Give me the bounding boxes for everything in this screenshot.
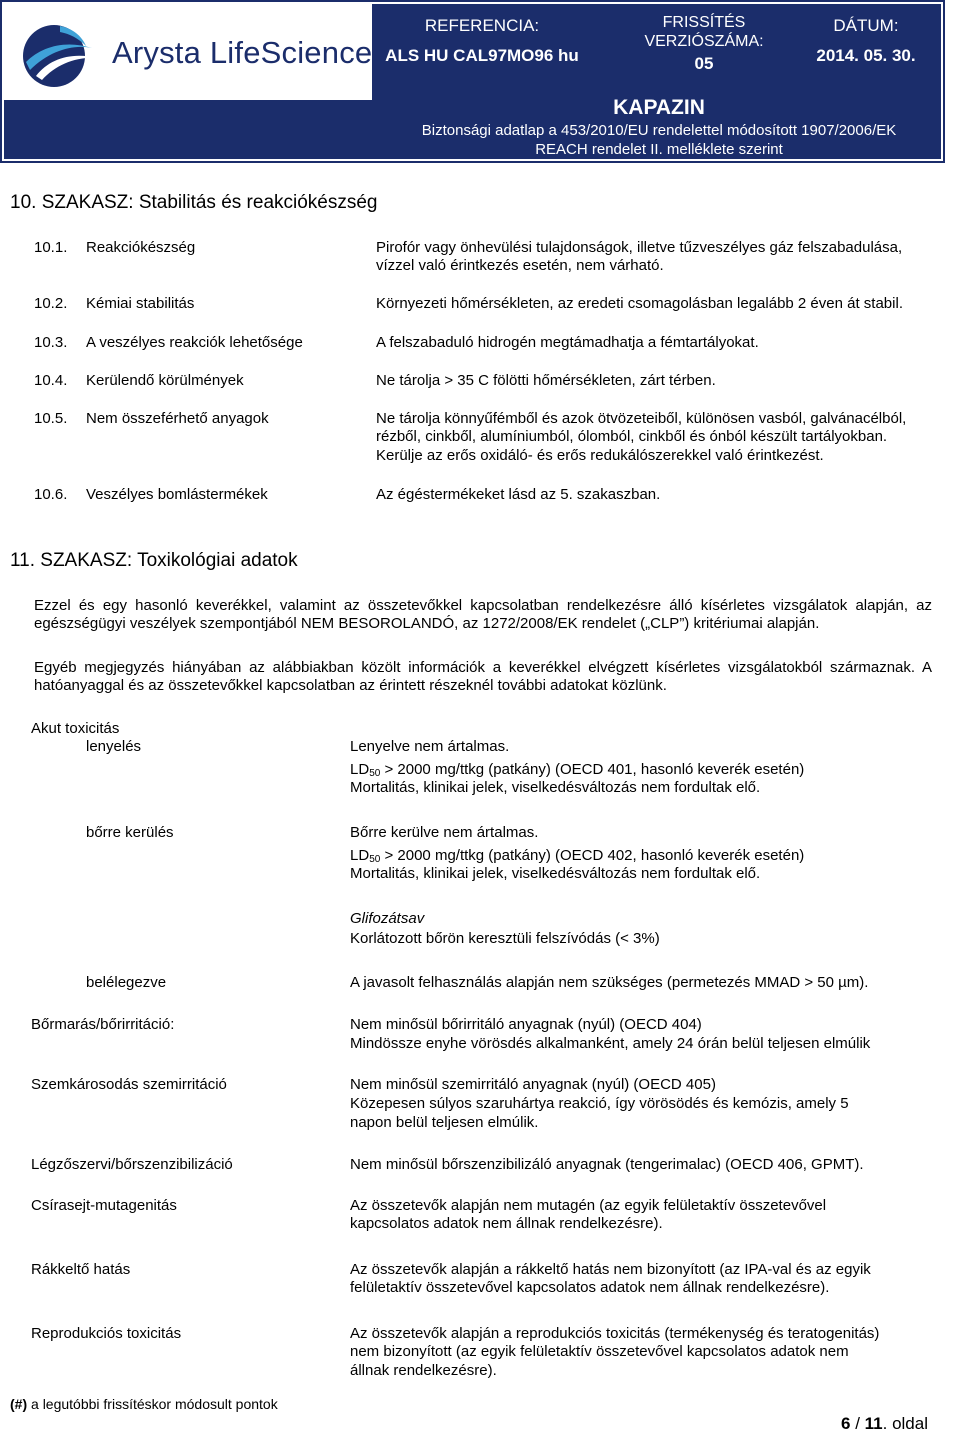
item-number: 10.3. xyxy=(34,334,68,351)
inhalation-text: A javasolt felhasználás alapján nem szükséges (permetezés MMAD > 50 µm). xyxy=(350,974,869,991)
intro-paragraph-1: Ezzel és egy hasonló keverékkel, valamint az összetevőkkel kapcsolatban rendelkezésre álló kísérletes vizsgálatok alapján, az egészségügyi veszélyek szempontjából NEM BESOROLANDÓ, az 1272/2008/EK rendelet („CLP”) kritériumai alapján. xyxy=(34,597,932,632)
item-label: Veszélyes bomlástermékek xyxy=(86,486,268,503)
item-label: Kémiai stabilitás xyxy=(86,295,195,312)
item-value: Környezeti hőmérsékleten, az eredeti csomagolásban legalább 2 éven át stabil. xyxy=(376,295,903,312)
revision-label-1: FRISSÍTÉS xyxy=(662,14,746,31)
skin-irritation-label: Bőrmarás/bőrirritáció: xyxy=(31,1016,175,1033)
item-number: 10.6. xyxy=(34,486,68,503)
ld-subscript: 50 xyxy=(369,854,381,865)
sensitisation-label: Légzőszervi/bőrszenzibilizáció xyxy=(31,1156,233,1173)
footer-note xyxy=(10,1396,278,1412)
document-header xyxy=(0,0,945,163)
reproductive-toxicity-text-1: Az összetevők alapján a reprodukciós toxicitás (termékenység és teratogenitás) xyxy=(350,1325,880,1342)
date-value: 2014. 05. 30. xyxy=(816,46,916,65)
oral-text-1: Lenyelve nem ártalmas. xyxy=(350,738,510,755)
page-current: 6 xyxy=(841,1414,851,1433)
oral-label: lenyelés xyxy=(86,738,142,755)
mutagenicity-text-1: Az összetevők alapján nem mutagén (az egyik felületaktív összetevővel xyxy=(350,1197,827,1214)
dermal-text-1: Bőrre kerülve nem ártalmas. xyxy=(350,824,539,841)
carcinogenicity-text-1: Az összetevők alapján a rákkeltő hatás nem bizonyított (az IPA-val és az egyik xyxy=(350,1261,871,1278)
company-logo xyxy=(4,4,372,100)
page-total: 11 xyxy=(864,1414,883,1433)
eye-irritation-text-2: Közepesen súlyos szaruhártya reakció, így vörösödés és kemózis, amely 5 xyxy=(350,1095,849,1112)
footer-note-text: a legutóbbi frissítéskor módosult pontok xyxy=(27,1396,278,1412)
acute-toxicity-label: Akut toxicitás xyxy=(31,720,120,737)
intro-paragraph-2: Egyéb megjegyzés hiányában az alábbiakban közölt információk a keverékkel elvégzett kísérletes vizsgálatokból származnak. A hatóanyaggal és az összetevőkkel kapcsolatban az érintett részeknél további adatokat közlünk. xyxy=(34,659,932,694)
oral-text-3: Mortalitás, klinikai jelek, viselkedésváltozás nem fordultak elő. xyxy=(350,779,761,796)
ld-subscript: 50 xyxy=(369,768,381,779)
product-name: KAPAZIN xyxy=(613,96,705,119)
inhalation-label: belélegezve xyxy=(86,974,167,991)
item-label: Reakciókészség xyxy=(86,239,196,256)
carcinogenicity-text-2: felületaktív összetevővel kapcsolatos adatok nem állnak rendelkezésre). xyxy=(350,1279,830,1296)
item-value: A felszabaduló hidrogén megtámadhatja a fémtartályokat. xyxy=(376,334,759,351)
reference-value: ALS HU CAL97MO96 hu xyxy=(385,46,579,65)
glifosate-text: Korlátozott bőrön keresztüli felszívódás (< 3%) xyxy=(350,930,660,947)
ld-prefix: LD xyxy=(350,847,370,864)
item-value: Ne tárolja könnyűfémből és azok ötvözeteiből, különösen vasból, galvánacélból, xyxy=(376,410,907,427)
header-band-left xyxy=(4,100,372,159)
item-label: Nem összeférhető anyagok xyxy=(86,410,269,427)
item-number: 10.5. xyxy=(34,410,68,427)
company-name: Arysta LifeScience xyxy=(112,35,373,70)
sensitisation-text: Nem minősül bőrszenzibilizáló anyagnak (tengerimalac) (OECD 406, GPMT). xyxy=(350,1156,864,1173)
item-value-cont: vízzel való érintkezés esetén, nem várható. xyxy=(376,257,664,274)
item-value-cont: rézből, cinkből, alumíniumból, ólomból, cinkből és ónból készült tartályokban. xyxy=(376,428,888,445)
eye-irritation-text-3: napon belül teljesen elmúlik. xyxy=(350,1114,539,1131)
eye-irritation-text-1: Nem minősül szemirritáló anyagnak (nyúl) (OECD 405) xyxy=(350,1076,716,1093)
ld-rest: > 2000 mg/ttkg (patkány) (OECD 402, hasonló keverék esetén) xyxy=(380,847,805,864)
ld-rest: > 2000 mg/ttkg (patkány) (OECD 401, hasonló keverék esetén) xyxy=(380,761,805,778)
page-separator: / xyxy=(850,1414,865,1433)
section-10-title: 10. SZAKASZ: Stabilitás és reakciókészség xyxy=(10,192,378,213)
dermal-text-3: Mortalitás, klinikai jelek, viselkedésváltozás nem fordultak elő. xyxy=(350,865,761,882)
reproductive-toxicity-text-3: állnak rendelkezésre). xyxy=(350,1362,497,1379)
reproductive-toxicity-text-2: nem bizonyított (az egyik felületaktív összetevővel kapcsolatos adatok nem xyxy=(350,1343,849,1360)
glifosate-title: Glifozátsav xyxy=(350,910,425,927)
item-number: 10.4. xyxy=(34,372,68,389)
item-value: Az égéstermékeket lásd az 5. szakaszban. xyxy=(376,486,661,503)
page-suffix: . oldal xyxy=(882,1414,928,1433)
header-subtitle-2: REACH rendelet II. melléklete szerint xyxy=(535,141,783,158)
arysta-globe-logo-icon xyxy=(14,18,104,90)
item-value: Ne tárolja > 35 C fölötti hőmérsékleten, zárt térben. xyxy=(376,372,716,389)
item-value-cont: Kerülje az erős oxidáló- és erős redukálószerekkel való érintkezést. xyxy=(376,447,824,464)
item-label: Kerülendő körülmények xyxy=(86,372,244,389)
skin-irritation-text-1: Nem minősül bőrirritáló anyagnak (nyúl) (OECD 404) xyxy=(350,1016,702,1033)
date-label: DÁTUM: xyxy=(833,16,899,35)
carcinogenicity-label: Rákkeltő hatás xyxy=(31,1261,131,1278)
mutagenicity-text-2: kapcsolatos adatok nem állnak rendelkezésre). xyxy=(350,1215,663,1232)
reference-label: REFERENCIA: xyxy=(424,16,540,35)
item-label: A veszélyes reakciók lehetősége xyxy=(86,334,303,351)
reproductive-toxicity-label: Reprodukciós toxicitás xyxy=(31,1325,182,1342)
header-subtitle-1: Biztonsági adatlap a 453/2010/EU rendelettel módosított 1907/2006/EK xyxy=(421,122,897,139)
page-number xyxy=(841,1414,928,1434)
revision-label-2: VERZIÓSZÁMA: xyxy=(644,33,764,50)
mutagenicity-label: Csírasejt-mutagenitás xyxy=(31,1197,177,1214)
ld-prefix: LD xyxy=(350,761,370,778)
section-11-title: 11. SZAKASZ: Toxikológiai adatok xyxy=(10,550,298,571)
item-number: 10.2. xyxy=(34,295,68,312)
item-value: Pirofór vagy önhevülési tulajdonságok, illetve tűzveszélyes gáz felszabadulása, xyxy=(376,239,903,256)
revision-value: 05 xyxy=(694,54,714,73)
dermal-label: bőrre kerülés xyxy=(86,824,174,841)
item-number: 10.1. xyxy=(34,239,68,256)
footer-note-mark: (#) xyxy=(10,1396,28,1412)
skin-irritation-text-2: Mindössze enyhe vörösdés alkalmanként, amely 24 órán belül teljesen elmúlik xyxy=(350,1035,871,1052)
eye-irritation-label: Szemkárosodás szemirritáció xyxy=(31,1076,227,1093)
